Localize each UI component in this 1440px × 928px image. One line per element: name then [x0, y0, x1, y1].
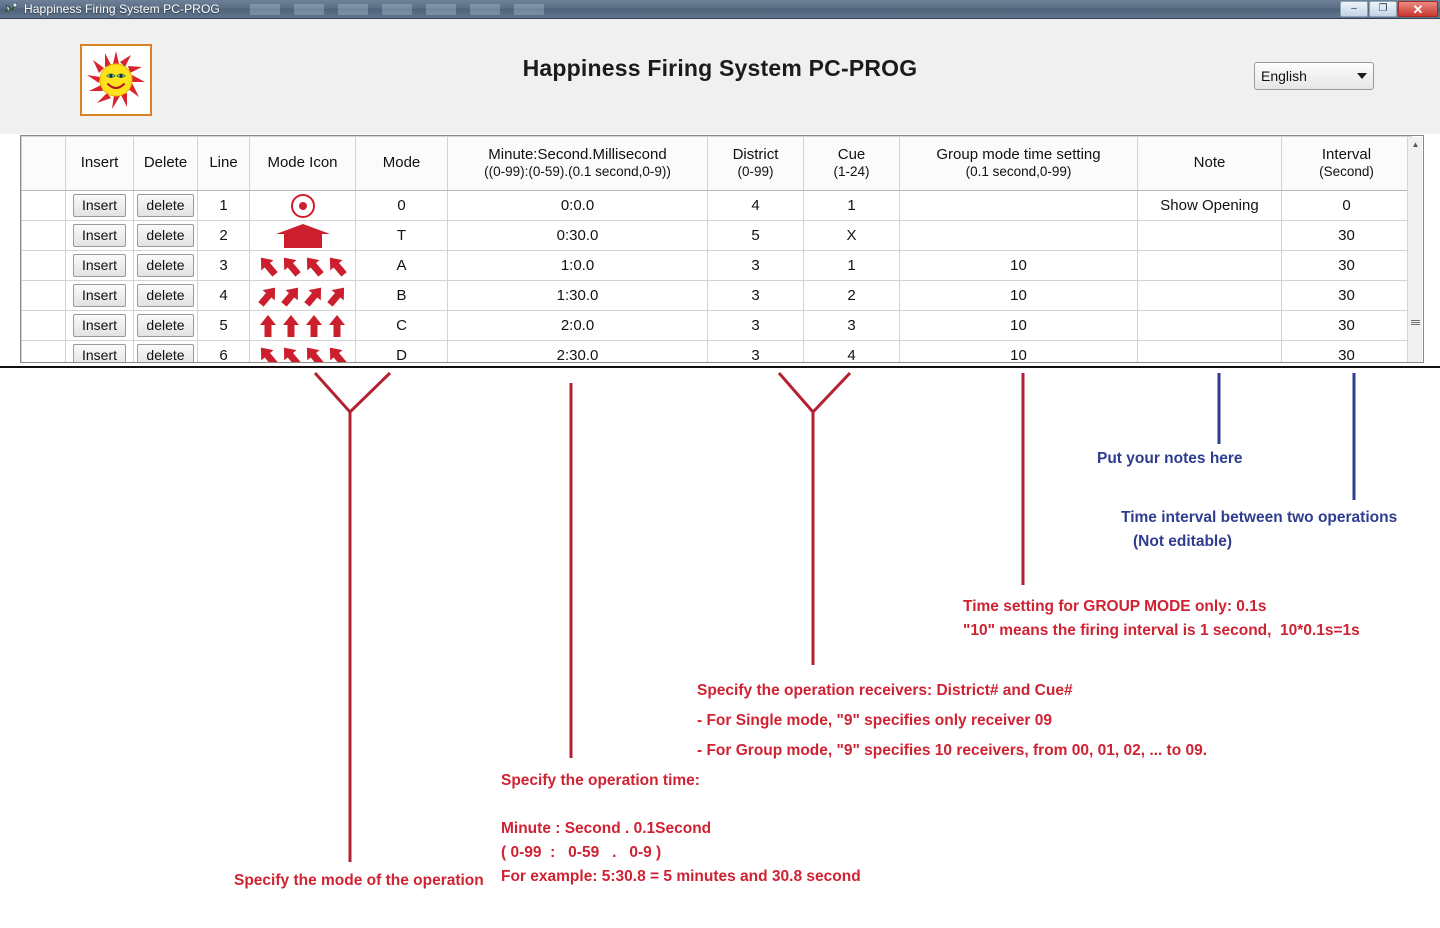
- cell-note[interactable]: [1138, 341, 1282, 364]
- cell-insert[interactable]: [66, 311, 134, 341]
- column-header-cue: Cue (1-24): [804, 137, 900, 191]
- chevron-down-icon: [1357, 73, 1367, 79]
- column-header-insert: Insert: [66, 137, 134, 191]
- cell-mode-icon[interactable]: [250, 191, 356, 221]
- cell-cue[interactable]: 2: [804, 281, 900, 311]
- column-header-mode: Mode: [356, 137, 448, 191]
- cell-group-mode-time[interactable]: [900, 191, 1138, 221]
- cell-line[interactable]: 2: [198, 221, 250, 251]
- delete-button[interactable]: delete: [137, 254, 193, 278]
- cell-mode[interactable]: T: [356, 221, 448, 251]
- cell-cue[interactable]: 4: [804, 341, 900, 364]
- cell-district[interactable]: 3: [708, 251, 804, 281]
- target-icon: [250, 192, 355, 220]
- row-selector[interactable]: [22, 281, 66, 311]
- annotation-group-time: Time setting for GROUP MODE only: 0.1s "10" means the firing interval is 1 second, 10*0.1s=1s: [963, 598, 1360, 640]
- column-header-time: Minute:Second.Millisecond ((0-99):(0-59).(0.1 second,0-9)): [448, 137, 708, 191]
- cell-interval[interactable]: 30: [1282, 221, 1412, 251]
- cell-note[interactable]: [1138, 251, 1282, 281]
- cell-mode-icon[interactable]: [250, 281, 356, 311]
- annotation-note: Put your notes here: [1097, 450, 1243, 467]
- program-grid: [20, 135, 1424, 363]
- cell-district[interactable]: 3: [708, 281, 804, 311]
- row-selector[interactable]: [22, 311, 66, 341]
- table-header-row: [22, 137, 1412, 191]
- cell-district[interactable]: 5: [708, 221, 804, 251]
- cell-line[interactable]: 4: [198, 281, 250, 311]
- cell-note[interactable]: Show Opening: [1138, 191, 1282, 221]
- cell-line[interactable]: 6: [198, 341, 250, 364]
- app-icon: [3, 1, 19, 17]
- cell-mode-icon[interactable]: [250, 251, 356, 281]
- close-button[interactable]: ✕: [1398, 1, 1438, 17]
- column-header-delete: Delete: [134, 137, 198, 191]
- language-select-value: English: [1261, 68, 1307, 84]
- cell-mode[interactable]: C: [356, 311, 448, 341]
- page-title: Happiness Firing System PC-PROG: [522, 55, 918, 81]
- cell-time[interactable]: 2:30.0: [448, 341, 708, 364]
- cell-line[interactable]: 1: [198, 191, 250, 221]
- scrollbar-thumb[interactable]: [1411, 319, 1420, 326]
- leader-line-mode-branch: [315, 373, 390, 412]
- cell-cue[interactable]: X: [804, 221, 900, 251]
- cell-insert[interactable]: [66, 221, 134, 251]
- column-header-interval: Interval (Second): [1282, 137, 1412, 191]
- cell-note[interactable]: [1138, 281, 1282, 311]
- cell-district[interactable]: 3: [708, 341, 804, 364]
- insert-button[interactable]: Insert: [73, 194, 126, 218]
- cell-mode-icon[interactable]: [250, 341, 356, 364]
- cell-cue[interactable]: 3: [804, 311, 900, 341]
- cell-district[interactable]: 3: [708, 311, 804, 341]
- cell-district[interactable]: 4: [708, 191, 804, 221]
- row-selector[interactable]: [22, 221, 66, 251]
- window-controls: [1340, 1, 1438, 17]
- row-selector[interactable]: [22, 251, 66, 281]
- cell-line[interactable]: 3: [198, 251, 250, 281]
- cell-time[interactable]: 1:30.0: [448, 281, 708, 311]
- cell-group-mode-time[interactable]: 10: [900, 341, 1138, 364]
- cell-mode-icon[interactable]: [250, 221, 356, 251]
- cell-note[interactable]: [1138, 311, 1282, 341]
- cell-interval[interactable]: 0: [1282, 191, 1412, 221]
- app-header: [0, 19, 1440, 134]
- house-icon: [250, 222, 355, 250]
- arrows-up-right-icon: [250, 282, 355, 310]
- section-divider: [0, 366, 1440, 368]
- scroll-up-icon[interactable]: ▲: [1411, 140, 1420, 149]
- titlebar-background-artifacts: [250, 4, 544, 15]
- cell-interval[interactable]: 30: [1282, 281, 1412, 311]
- cell-delete[interactable]: [134, 191, 198, 221]
- insert-button[interactable]: Insert: [73, 314, 126, 338]
- cell-delete[interactable]: [134, 311, 198, 341]
- arrows-up-left-icon: [250, 252, 355, 280]
- cell-mode[interactable]: D: [356, 341, 448, 364]
- delete-button[interactable]: delete: [137, 344, 193, 363]
- maximize-button[interactable]: ❐: [1369, 1, 1397, 17]
- cell-delete[interactable]: [134, 281, 198, 311]
- cell-time[interactable]: 0:0.0: [448, 191, 708, 221]
- column-header-note: Note: [1138, 137, 1282, 191]
- annotation-receivers: Specify the operation receivers: District# and Cue# - For Single mode, "9" specifies only receiver 09 - For Group mode, "9" specifies 10 receivers, from 00, 01, 02, ... to 09.: [697, 682, 1208, 760]
- cell-interval[interactable]: 30: [1282, 251, 1412, 281]
- delete-button[interactable]: delete: [137, 194, 193, 218]
- minimize-button[interactable]: –: [1340, 1, 1368, 17]
- leader-line-receivers-branch: [779, 373, 850, 412]
- table-row[interactable]: [22, 251, 1412, 281]
- arrows-up-icon: [250, 312, 355, 340]
- table-row[interactable]: [22, 281, 1412, 311]
- table-row[interactable]: [22, 311, 1412, 341]
- insert-button[interactable]: Insert: [73, 254, 126, 278]
- cell-insert[interactable]: [66, 251, 134, 281]
- column-header-mode-icon: Mode Icon: [250, 137, 356, 191]
- cell-time[interactable]: 2:0.0: [448, 311, 708, 341]
- cell-interval[interactable]: 30: [1282, 311, 1412, 341]
- delete-button[interactable]: delete: [137, 224, 193, 248]
- arrows-up-left-icon: [250, 342, 355, 364]
- cell-mode[interactable]: 0: [356, 191, 448, 221]
- delete-button[interactable]: delete: [137, 284, 193, 308]
- insert-button[interactable]: Insert: [73, 284, 126, 308]
- column-header-group-mode-time: Group mode time setting (0.1 second,0-99): [900, 137, 1138, 191]
- row-selector-header: [22, 137, 66, 191]
- cell-time[interactable]: 1:0.0: [448, 251, 708, 281]
- language-select[interactable]: [1254, 62, 1374, 90]
- window-title-text: Happiness Firing System PC-PROG: [24, 2, 220, 16]
- cell-interval[interactable]: 30: [1282, 341, 1412, 364]
- cell-group-mode-time[interactable]: [900, 221, 1138, 251]
- table-row[interactable]: [22, 341, 1412, 364]
- cell-insert[interactable]: [66, 191, 134, 221]
- table-row[interactable]: [22, 191, 1412, 221]
- cell-insert[interactable]: [66, 281, 134, 311]
- cell-group-mode-time[interactable]: 10: [900, 281, 1138, 311]
- program-table: [21, 136, 1412, 363]
- cell-note[interactable]: [1138, 221, 1282, 251]
- cell-cue[interactable]: 1: [804, 251, 900, 281]
- annotation-mode: Specify the mode of the operation: [234, 872, 484, 889]
- delete-button[interactable]: delete: [137, 314, 193, 338]
- insert-button[interactable]: Insert: [73, 224, 126, 248]
- cell-mode-icon[interactable]: [250, 311, 356, 341]
- row-selector[interactable]: [22, 191, 66, 221]
- cell-line[interactable]: 5: [198, 311, 250, 341]
- annotation-interval: Time interval between two operations (Not editable): [1121, 509, 1398, 551]
- cell-mode[interactable]: A: [356, 251, 448, 281]
- column-header-district: District (0-99): [708, 137, 804, 191]
- row-selector[interactable]: [22, 341, 66, 364]
- annotation-time: Specify the operation time: Minute : Second . 0.1Second ( 0-99 : 0-59 . 0-9 ) For example: 5:30.8 = 5 minutes and 30.8 second: [501, 772, 861, 886]
- cell-insert[interactable]: [66, 341, 134, 364]
- cell-cue[interactable]: 1: [804, 191, 900, 221]
- window-title-bar: [0, 0, 1440, 19]
- cell-group-mode-time[interactable]: 10: [900, 251, 1138, 281]
- insert-button[interactable]: Insert: [73, 344, 126, 363]
- cell-group-mode-time[interactable]: 10: [900, 311, 1138, 341]
- cell-delete[interactable]: [134, 221, 198, 251]
- cell-delete[interactable]: [134, 341, 198, 364]
- table-row[interactable]: [22, 221, 1412, 251]
- vertical-scrollbar[interactable]: [1407, 137, 1422, 363]
- cell-delete[interactable]: [134, 251, 198, 281]
- column-header-line: Line: [198, 137, 250, 191]
- cell-mode[interactable]: B: [356, 281, 448, 311]
- cell-time[interactable]: 0:30.0: [448, 221, 708, 251]
